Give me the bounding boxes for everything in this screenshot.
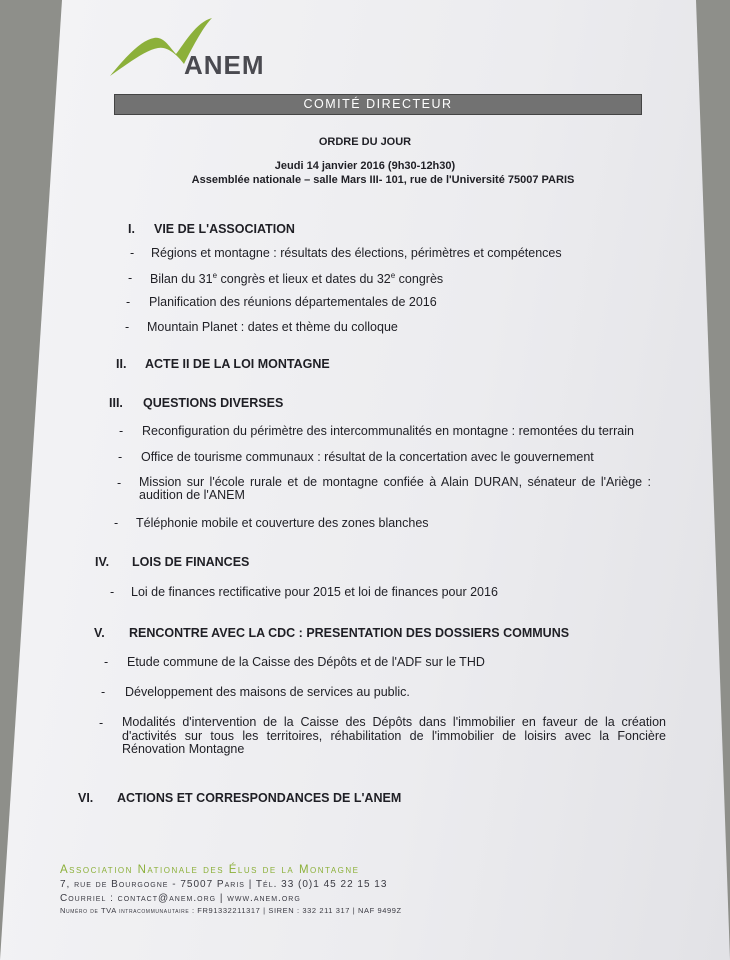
section-5-number: V. <box>94 626 105 640</box>
section-2-title: ACTE II DE LA LOI MONTAGNE <box>145 357 330 371</box>
section-2-number: II. <box>116 357 127 371</box>
list-item: Office de tourisme communaux : résultat de la concertation avec le gouvernement <box>141 450 594 464</box>
footer-address: 7, rue de Bourgogne - 75007 Paris | Tél. 33 (0)1 45 22 15 13 <box>60 879 388 890</box>
section-6-number: VI. <box>78 791 94 805</box>
agenda-title: ORDRE DU JOUR <box>318 136 412 148</box>
list-item: Développement des maisons de services au public. <box>125 685 410 699</box>
footer-org-name: Association Nationale des Élus de la Montagne <box>60 864 360 876</box>
list-item: Modalités d'intervention de la Caisse des Dépôts dans l'immobilier en faveur de la création d'activités sur tous les territoires, réhabilitation de l'immobilier de loisirs avec la Foncière Rénovation Montagne <box>122 715 666 756</box>
bullet-dash: - <box>101 685 106 699</box>
list-item: Mission sur l'école rurale et de montagne confiée à Alain DURAN, sénateur de l'Ariège : audition de l'ANEM <box>139 475 651 502</box>
bullet-dash: - <box>117 476 122 490</box>
bullet-dash: - <box>104 655 109 669</box>
section-6-title: ACTIONS ET CORRESPONDANCES DE L'ANEM <box>117 791 402 805</box>
bullet-dash: - <box>114 516 119 530</box>
section-4-title: LOIS DE FINANCES <box>132 555 250 569</box>
section-1-title: VIE DE L'ASSOCIATION <box>154 222 295 236</box>
bullet-dash: - <box>125 320 130 334</box>
section-1-number: I. <box>128 222 135 236</box>
bullet-dash: - <box>128 271 133 285</box>
list-item: Planification des réunions départementales de 2016 <box>149 295 437 309</box>
list-item: Bilan du 31e congrès et lieux et dates du 32e congrès <box>150 271 444 287</box>
logo-text: ANEM <box>184 50 265 80</box>
list-item: Mountain Planet : dates et thème du colloque <box>147 320 398 334</box>
list-item: Régions et montagne : résultats des élections, périmètres et compétences <box>151 246 562 260</box>
bullet-dash: - <box>126 295 131 309</box>
bullet-dash: - <box>99 716 104 730</box>
footer-legal: Numéro de TVA intracommunautaire : FR91332211317 | SIREN : 332 211 317 | NAF 9499Z <box>60 906 402 915</box>
section-5-title: RENCONTRE AVEC LA CDC : PRESENTATION DES DOSSIERS COMMUNS <box>129 626 570 640</box>
bullet-dash: - <box>118 450 123 464</box>
footer-contact: Courriel : contact@anem.org | www.anem.org <box>60 893 301 904</box>
list-item: Reconfiguration du périmètre des intercommunalités en montagne : remontées du terrain <box>142 424 634 438</box>
meeting-date: Jeudi 14 janvier 2016 (9h30-12h30) <box>274 160 456 172</box>
bullet-dash: - <box>119 424 124 438</box>
anem-logo <box>108 14 298 84</box>
committee-banner: COMITÉ DIRECTEUR <box>114 94 642 115</box>
bullet-dash: - <box>130 246 135 260</box>
section-3-title: QUESTIONS DIVERSES <box>143 396 284 410</box>
section-4-number: IV. <box>95 555 110 569</box>
list-item: Téléphonie mobile et couverture des zones blanches <box>136 516 429 530</box>
list-item: Etude commune de la Caisse des Dépôts et de l'ADF sur le THD <box>127 655 485 669</box>
bullet-dash: - <box>110 585 115 599</box>
meeting-location: Assemblée nationale – salle Mars III- 101, rue de l'Université 75007 PARIS <box>191 174 575 186</box>
list-item: Loi de finances rectificative pour 2015 et loi de finances pour 2016 <box>131 585 498 599</box>
section-3-number: III. <box>109 396 123 410</box>
